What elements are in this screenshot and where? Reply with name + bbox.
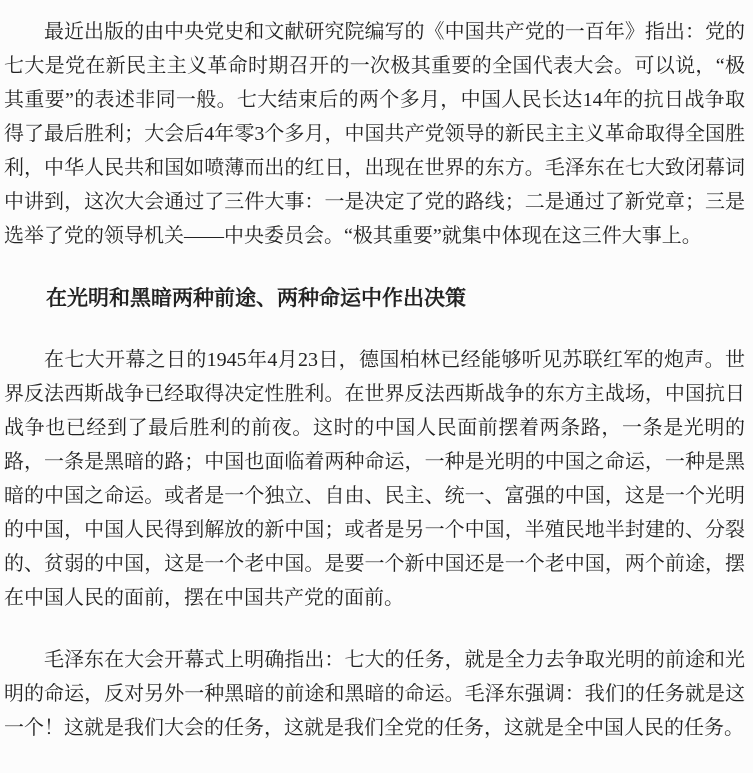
paragraph-task: 毛泽东在大会开幕式上明确指出：七大的任务，就是全力去争取光明的前途和光明的命运，反对另外一种黑暗的前途和黑暗的命运。毛泽东强调：我们的任务就是这一个！这就是我们大会的任务，这就是我们全党的任务，这就是全中国人民的任务。 — [4, 649, 745, 739]
paragraph-two-futures: 在七大开幕之日的1945年4月23日，德国柏林已经能够听见苏联红军的炮声。世界反法西斯战争已经取得决定性胜利。在世界反法西斯战争的东方主战场，中国抗日战争也已经到了最后胜利的前夜。这时的中国人民面前摆着两条路，一条是光明的路，一条是黑暗的路；中国也面临着两种命运，一种是光明的中国之命运，一种是黑暗的中国之命运。或者是一个独立、自由、民主、统一、富强的中国，这是一个光明的中国，中国人民得到解放的新中国；或者是另一个中国，半殖民地半封建的、分裂的、贫弱的中国，这是一个老中国。是要一个新中国还是一个老中国，两个前途，摆在中国人民的面前，摆在中国共产党的面前。 — [4, 349, 745, 609]
section-heading: 在光明和黑暗两种前途、两种命运中作出决策 — [46, 286, 466, 310]
paragraph-intro: 最近出版的由中央党史和文献研究院编写的《中国共产党的一百年》指出：党的七大是党在新民主主义革命时期召开的一次极其重要的全国代表大会。可以说，“极其重要”的表述非同一般。七大结束后的两个多月，中国人民长达14年的抗日战争取得了最后胜利；大会后4年零3个多月，中国共产党领导的新民主主义革命取得全国胜利，中华人民共和国如喷薄而出的红日，出现在世界的东方。毛泽东在七大致闭幕词中讲到，这次大会通过了三件大事：一是决定了党的路线；二是通过了新党章；三是选举了党的领导机关——中央委员会。“极其重要”就集中体现在这三件大事上。 — [4, 21, 745, 247]
